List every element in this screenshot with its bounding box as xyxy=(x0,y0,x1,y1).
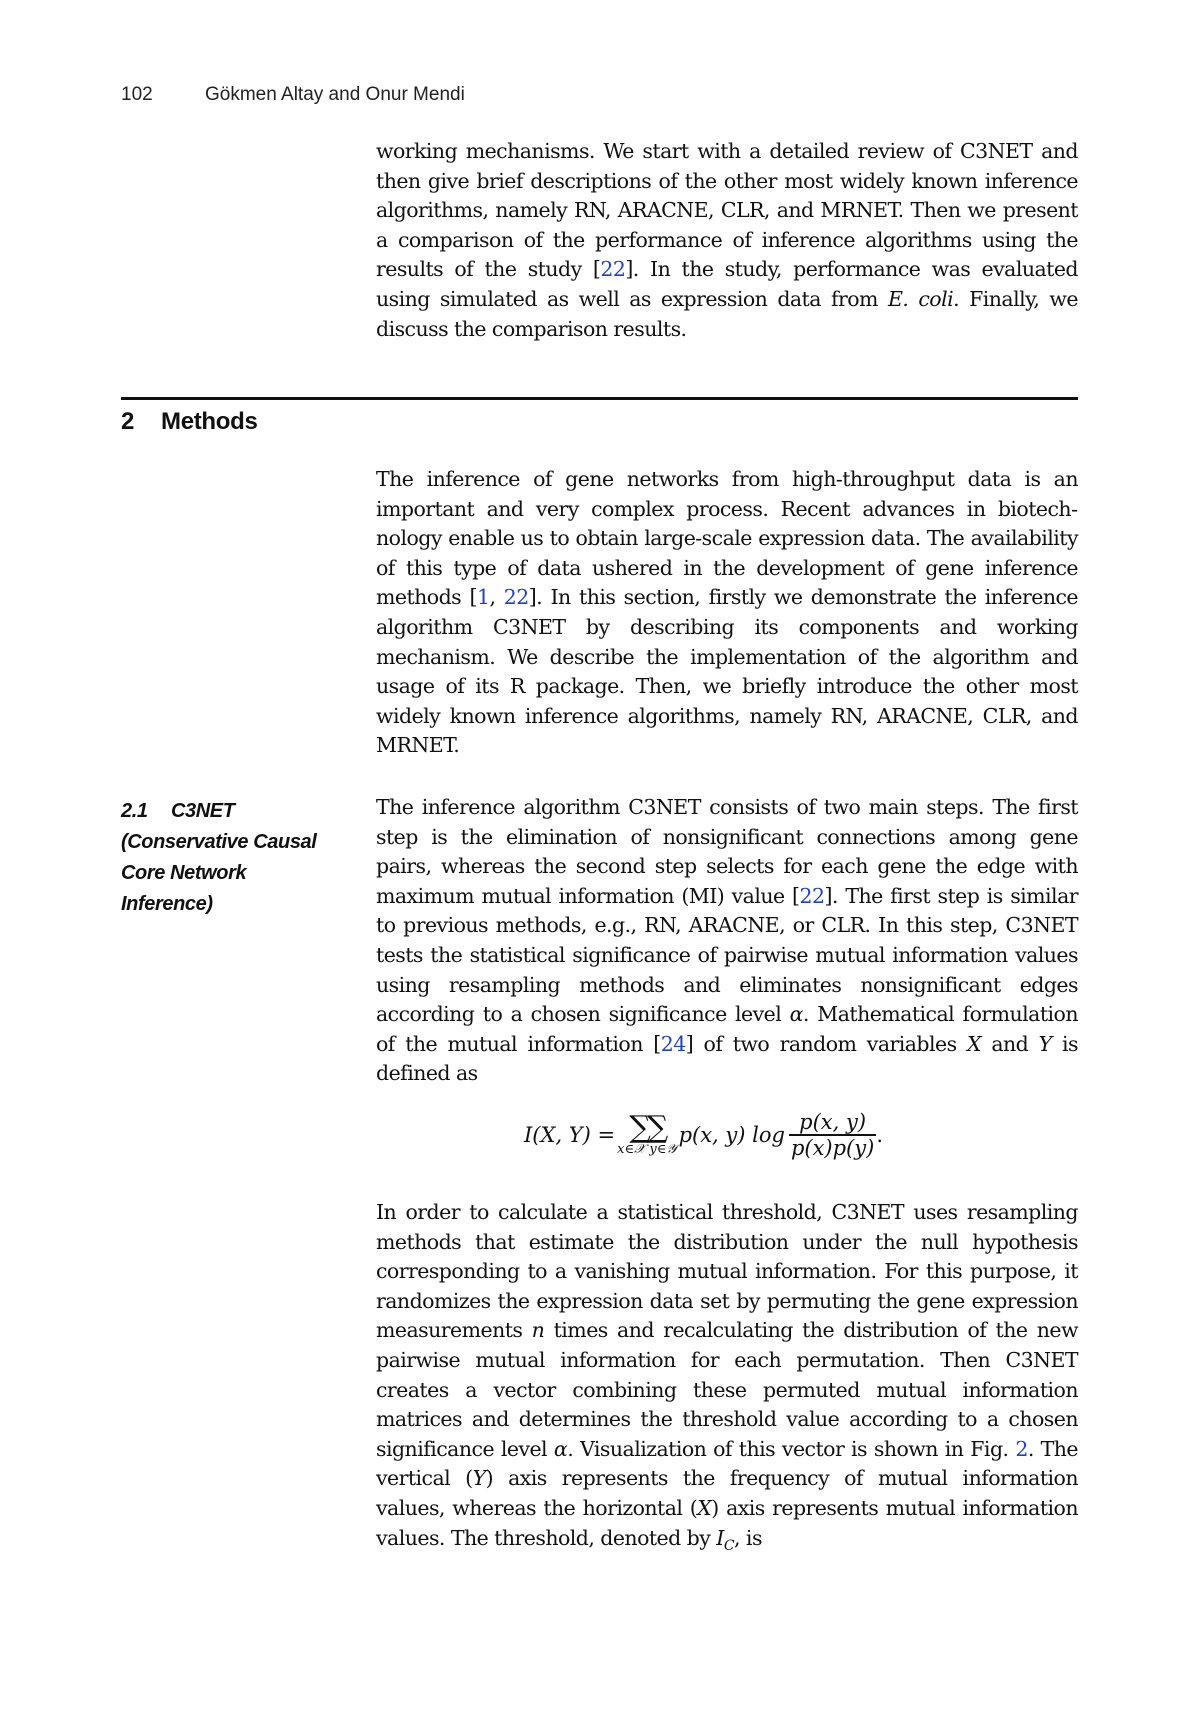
text-run: , xyxy=(489,585,504,610)
italic-term: n xyxy=(531,1318,545,1343)
text-run: times and recalculating the distribution of the new pairwise mutual information for each permutation. Then C3NET creates a vector combining these permuted mutual information matrices and determines the threshold value according to a chosen significance level xyxy=(376,1318,1078,1461)
italic-term: I xyxy=(716,1525,724,1550)
text-run: In order to calculate a statistical threshold, C3NET uses resampling methods that estimate the distribution under the null hypothesis corresponding to a vanishing mutual information. For this purpose, it randomizes the expression data set by permuting the gene expression measurements xyxy=(376,1200,1078,1343)
running-header xyxy=(121,84,465,106)
text-run: ] of two random variables xyxy=(685,1031,967,1056)
fraction-denominator: p(x)p(y) xyxy=(790,1135,875,1160)
text-run: , is xyxy=(734,1525,762,1550)
sum-subscript: x∈𝒳 y∈𝒴 xyxy=(617,1141,677,1157)
citation-link[interactable]: 1 xyxy=(476,585,490,610)
subsection-number: 2.1 xyxy=(121,800,148,822)
subsection-heading xyxy=(121,796,331,920)
threshold-paragraph xyxy=(376,1198,1078,1561)
citation-link[interactable]: 2 xyxy=(1015,1436,1028,1461)
equation-lhs: I(X, Y) = xyxy=(524,1122,616,1147)
equation-term: p(x, y) log xyxy=(678,1122,785,1147)
text-run: is defined as xyxy=(376,1031,1078,1086)
text-run: ]. In this section, firstly we demonstrate the inference algorithm C3NET by describing its components and working mechanism. We describe the implementation of the algorithm and usage of its R package. Then, we briefly introduce the other most widely known inference algorithms, namely RN, ARACNE, CLR, and MRNET. xyxy=(376,585,1079,758)
text-run: . The vertical ( xyxy=(376,1436,1078,1491)
italic-term: α xyxy=(789,1002,803,1027)
italic-term: X xyxy=(966,1031,981,1056)
page-number: 102 xyxy=(121,84,153,105)
running-header-authors: Gökmen Altay and Onur Mendi xyxy=(205,84,465,105)
italic-term: Y xyxy=(472,1466,486,1491)
citation-link[interactable]: 22 xyxy=(503,585,529,610)
text-run: The inference algorithm C3NET consists of two main steps. The first step is the elimination of nonsignificant connections among gene pairs, whereas the second step selects for each gene the edge with maximum mutual information (MI) value [ xyxy=(376,795,1078,908)
italic-term: α xyxy=(553,1436,568,1461)
methods-column xyxy=(376,465,1078,761)
mutual-information-equation xyxy=(376,1100,1078,1178)
text-run: ) axis represents mutual information values. The threshold, denoted by xyxy=(376,1495,1078,1550)
italic-term: C xyxy=(723,1537,734,1554)
text-run: . Mathematical formulation of the mutual information [ xyxy=(376,1002,1078,1056)
section-number: 2 xyxy=(121,408,135,435)
methods-paragraph xyxy=(376,465,1078,761)
text-run: ) axis represents the frequency of mutual information values, whereas the horizontal ( xyxy=(376,1466,1078,1520)
text-run: ]. In the study, performance was evaluated using simulated as well as expression data from xyxy=(376,257,1078,311)
text-run: ]. The first step is similar to previous methods, e.g., RN, ARACNE, or CLR. In this step, C3NET tests the statistical significance of pairwise mutual information values using resampling methods and eliminates nonsignificant edges according to a chosen significance level xyxy=(376,883,1078,1027)
citation-link[interactable]: 22 xyxy=(600,257,626,282)
threshold-column xyxy=(376,1198,1078,1561)
intro-paragraph xyxy=(376,137,1078,344)
italic-term: X xyxy=(697,1495,712,1520)
section-heading xyxy=(121,408,258,436)
italic-term: Y xyxy=(1038,1031,1052,1056)
citation-link[interactable]: 22 xyxy=(799,883,825,908)
text-run: . Visualization of this vector is shown in Fig. xyxy=(567,1436,1016,1461)
citation-link[interactable]: 24 xyxy=(660,1031,686,1056)
double-sum xyxy=(617,1109,677,1157)
intro-column xyxy=(376,137,1078,344)
section-rule xyxy=(121,397,1078,400)
c3net-paragraph xyxy=(376,793,1078,1089)
subsection-title: C3NET xyxy=(171,800,235,822)
text-run: . Finally, we discuss the comparison results. xyxy=(376,286,1078,341)
fraction-numerator: p(x, y) xyxy=(799,1110,867,1134)
c3net-column xyxy=(376,793,1078,1089)
sum-symbols: ∑∑ xyxy=(629,1109,665,1145)
equation-end: . xyxy=(876,1122,883,1147)
equation-fraction xyxy=(789,1110,876,1160)
subsection-subtitle: (Conservative Causal Core Network Inference) xyxy=(121,831,317,915)
text-run: The inference of gene networks from high-throughput data is an important and very complex process. Recent advances in biotechnology enable us to obtain large-scale expression data. The availability of this type of data ushered in the development of gene inference methods [ xyxy=(376,467,1078,610)
section-title: Methods xyxy=(161,408,258,435)
text-run: and xyxy=(980,1031,1039,1056)
text-run: working mechanisms. We start with a detailed review of C3NET and then give brief descriptions of the other most widely known inference algorithms, namely RN, ARACNE, CLR, and MRNET. Then we present a comparison of the performance of inference algorithms using the results of the study [ xyxy=(376,139,1078,282)
italic-term: E. coli xyxy=(887,286,954,311)
